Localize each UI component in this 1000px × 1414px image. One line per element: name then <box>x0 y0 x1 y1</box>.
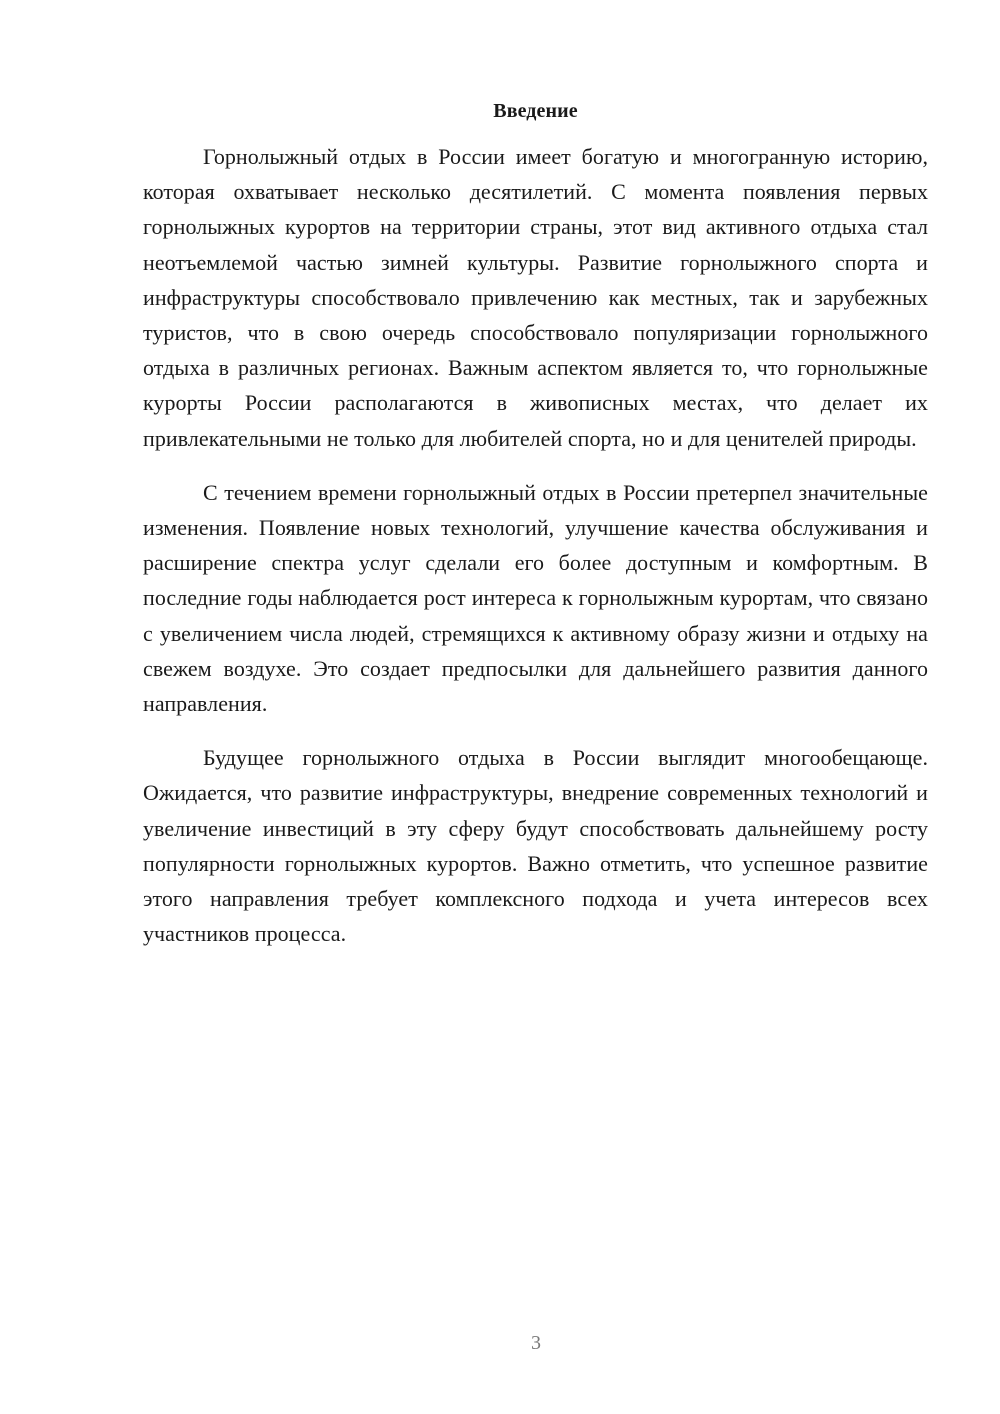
page-content <box>143 94 928 951</box>
section-heading: Введение <box>493 100 578 122</box>
paragraph-changes: С течением времени горнолыжный отдых в России претерпел значительные изменения. Появление новых технологий, улучшение качества обслуживания и расширение спектра услуг сделали его более доступным и комфортным. В последние годы наблюдается рост интереса к горнолыжным курортам, что связано с увеличением числа людей, стремящихся к активному образу жизни и отдыху на свежем воздухе. Это создает предпосылки для дальнейшего развития данного направления. <box>143 479 928 717</box>
page-number: 3 <box>531 1332 541 1354</box>
paragraph-future: Будущее горнолыжного отдыха в России выглядит многообещающе. Ожидается, что развитие инфраструктуры, внедрение современных технологий и увеличение инвестиций в эту сферу будут способствовать дальнейшему росту популярности горнолыжных курортов. Важно отметить, что успешное развитие этого направления требует комплексного подхода и учета интересов всех участников процесса. <box>143 745 928 947</box>
paragraph-history: Горнолыжный отдых в России имеет богатую и многогранную историю, которая охватывает несколько десятилетий. С момента появления первых горнолыжных курортов на территории страны, этот вид активного отдыха стал неотъемлемой частью зимней культуры. Развитие горнолыжного спорта и инфраструктуры способствовало привлечению как местных, так и зарубежных туристов, что в свою очередь способствовало популяризации горнолыжного отдыха в различных регионах. Важным аспектом является то, что горнолыжные курорты России располагаются в живописных местах, что делает их привлекательными не только для любителей спорта, но и для ценителей природы. <box>143 144 928 451</box>
